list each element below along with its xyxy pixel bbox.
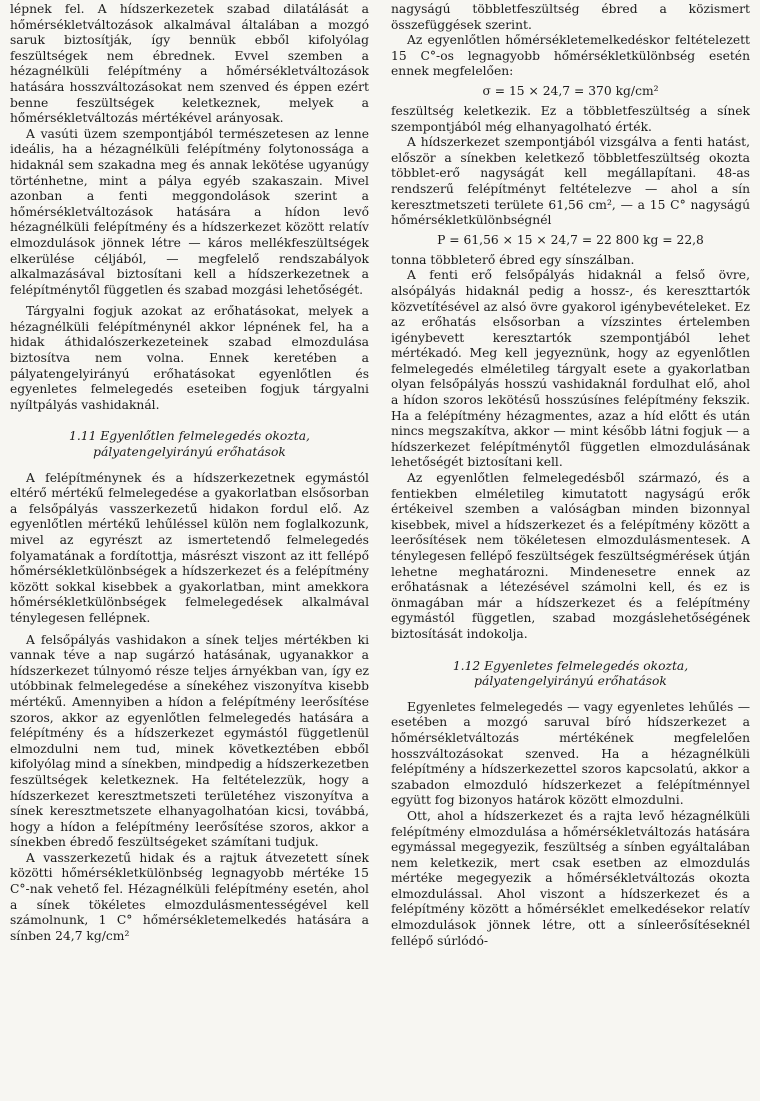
paragraph: Egyenletes felmelegedés — vagy egyenletes lehűlés — esetében a mozgó saruval bíró hídszerkezet a hőmérsékletváltozás mértékének megfelelően hosszváltozásokat szenved. Ha a hézagnélküli felépítmény a hídszerkezettel szoros kapcsolatú, akkor a szabadon elmozduló hídszerkezet a felépítménnyel együtt fog bizonyos határok között elmozdulni. xyxy=(391,699,750,808)
paragraph: Az egyenlőtlen felmelegedésből származó, és a fentiekben elméletileg kimutatott nagyságú erők értékeivel szemben a valóságban minden bizonnyal kisebbek, mivel a hídszerkezet és a felépítmény között a leerősítések nem tökéletesen elmozdulásmentesek. A ténylegesen fellépő feszültségek feszültségmérések útján lehetne meghatározni. Mindenesetre ennek az erőhatásnak a létezésével számolni kell, és ez is önmagában már a hídszerkezet és a felépítmény egymástól független, szabad mozgáslehetőségének biztosítását indokolja. xyxy=(391,471,750,641)
paragraph: lépnek fel. A hídszerkezetek szabad dilatálását a hőmérsékletváltozások alkalmával általában a mozgó saruk biztosítják, így bennük ebből kifolyólag feszültségek nem ébrednek. Evvel szemben a hézagnélküli felépítmény a hőmérsékletváltozások hatására hosszváltozásokat nem szenved és éppen ezért benne feszültségek keletkeznek, melyek a hőmérsékletváltozás mértékével arányosak. xyxy=(10,2,369,126)
section-heading-line: 1.12 Egyenletes felmelegedés okozta, xyxy=(452,658,689,673)
section-heading-line: pályatengelyirányú erőhatások xyxy=(93,445,286,460)
left-column xyxy=(10,2,369,1101)
equation-force: P = 61,56 × 15 × 24,7 = 22 800 kg = 22,8 xyxy=(437,232,704,247)
paragraph: nagyságú többletfeszültség ébred a közismert összefüggések szerint. xyxy=(391,2,750,32)
right-column xyxy=(391,2,750,1101)
paragraph: feszültség keletkezik. Ez a többletfeszültség a sínek szempontjából még elhanyagolható érték. xyxy=(391,103,750,134)
equation-sigma: σ = 15 × 24,7 = 370 kg/cm² xyxy=(482,83,659,98)
paragraph: A vasszerkezetű hidak és a rajtuk átvezetett sínek közötti hőmérsékletkülönbség legnagyobb mértéke 15 C°-nak vehető fel. Hézagnélküli felépítmény esetén, ahol a sínek tökéletes elmozdulásmentességével kell számolnunk, 1 C° hőmérsékletemelkedés hatására a sínben 24,7 kg/cm² xyxy=(10,850,369,943)
section-heading-line: 1.11 Egyenlőtlen felmelegedés okozta, xyxy=(69,429,310,444)
paragraph: A hídszerkezet szempontjából vizsgálva a fenti hatást, először a sínekben keletkező többletfeszültség okozta többlet-erő nagyságát kell megállapítani. 48-as rendszerű felépítményt feltételezve — ahol a sín keresztmetszeti területe 61,56 cm², — a 15 C° nagyságú hőmérsékletkülönbségnél xyxy=(391,135,750,228)
paragraph: Ott, ahol a hídszerkezet és a rajta levő hézagnélküli felépítmény elmozdulása a hőmérsékletváltozás hatására egymással megegyezik, feszültség a sínben egyáltalában nem keletkezik, mert csak esetben az elmozdulás mértéke megegyezik a hőmérsékletváltozás okozta elmozdulással. Ahol viszont a hídszerkezet és a felépítmény között a hőmérséklet emelkedésekor relatív elmozdulások jönnek létre, ott a sínleerősítéseknél fellépő súrlódó- xyxy=(391,808,750,948)
paragraph: A vasúti üzem szempontjából természetesen az lenne ideális, ha a hézagnélküli felépítmény folytonossága a hidaknál sem szakadna meg és annak lekötése ugyanúgy történhetne, mint a pálya egyéb szakaszain. Mivel azonban a fenti meggondolások szerint a hőmérsékletváltozások hatására a hídon levő hézagnélküli felépítmény és a hídszerkezet között relatív elmozdulások jönnek létre — káros mellékfeszültségek elkerülése céljából, — megfelelő rendszabályok alkalmazásával biztosítani kell a hídszerkezetnek a felépítménytől független és szabad mozgási lehetőségét. xyxy=(10,126,369,297)
paragraph: A felépítménynek és a hídszerkezetnek egymástól eltérő mértékű felmelegedése a gyakorlatban elsősorban a felsőpályás vasszerkezetű hidakon fordul elő. Az egyenlőtlen mértékű lehűléssel külön nem foglalkozunk, mivel az egyrészt az ismertetendő felmelegedés folyamatának a fordítottja, másrészt viszont az itt fellépő hőmérsékletkülönbségek a hídszerkezet és a felépítmény között sokkal kisebbek a gyakorlatban, mint amekkora hőmérsékletkülönbségek felmelegedések alkalmával ténylegesen fellépnek. xyxy=(10,470,369,625)
section-heading-1-11 xyxy=(10,429,369,460)
section-heading-line: pályatengelyirányú erőhatások xyxy=(474,674,667,689)
paragraph: A fenti erő felsőpályás hidaknál a felső övre, alsópályás hidaknál pedig a hossz-, és kereszttartók közvetítésével az alsó övre gyakorol igénybevételeket. Ez az erőhatás elsősorban a vízszintes értelemben igénybevett keresztartók szempontjából lehet mértékadó. Meg kell jegyeznünk, hogy az egyenlőtlen felmelegedés elméletileg tárgyalt esete a gyakorlatban olyan felsőpályás hosszú vashidaknál fordulhat elő, ahol a hídon szoros lekötésű hosszúsínes felépítmény fekszik. Ha a felépítmény hézagmentes, azaz a híd előtt és után nincs megszakítva, akkor — mint később látni fogjuk — a hídszerkezet felépítménytől független elmozdulásának lehetőségét biztosítani kell. xyxy=(391,268,750,470)
paragraph: Az egyenlőtlen hőmérsékletemelkedéskor feltételezett 15 C°-os legnagyobb hőmérsékletkülönbség esetén ennek megfelelően: xyxy=(391,33,750,79)
paragraph: A felsőpályás vashidakon a sínek teljes mértékben ki vannak téve a nap sugárzó hatásának, ugyanakkor a hídszerkezet túlnyomó része teljes árnyékban van, így ez utóbbinak felmelegedése a sínekéhez viszonyítva kisebb mértékű. Amennyiben a hídon a felépítmény leerősítése szoros, akkor az egyenlőtlen felmelegedés hatására a felépítmény és a hídszerkezet egymástól függetlenül elmozdulni nem tud, minek következtében ebből kifolyólag mind a sínekben, mindpedig a hídszerkezetben feszültségek keletkeznek. Ha feltételezzük, hogy a hídszerkezet keresztmetszeti területéhez viszonyítva a sínek keresztmetszete elhanyagolhatóan kicsi, továbbá, hogy a hídon a felépítmény leerősítése szoros, akkor a sínekben ébredő feszültségeket számítani tudjuk. xyxy=(10,632,369,850)
section-heading-1-12 xyxy=(391,659,750,690)
paragraph: Tárgyalni fogjuk azokat az erőhatásokat, melyek a hézagnélküli felépítménynél akkor lépnének fel, ha a hidak áthidalószerkezeteinek szabad elmozdulása biztosítva nem volna. Ennek keretében a pályatengelyirányú erőhatásokat egyenlőtlen és egyenletes felmelegedés eseteiben fogjuk tárgyalni nyíltpályás vashidaknál. xyxy=(10,304,369,412)
paragraph: tonna többleterő ébred egy sínszálban. xyxy=(391,252,635,267)
